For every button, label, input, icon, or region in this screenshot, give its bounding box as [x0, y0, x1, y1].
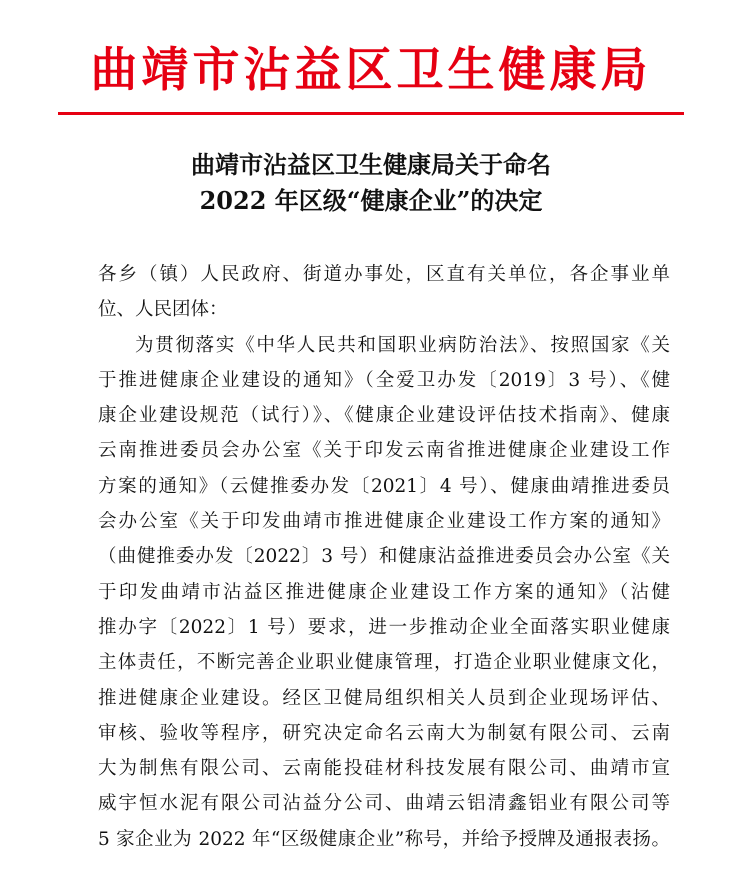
- body-line: 威宇恒水泥有限公司沾益分公司、曲靖云铝清鑫铝业有限公司等: [98, 793, 670, 815]
- body-line: 方案的通知》（云健推委办发〔2021〕4 号）、健康曲靖推进委员: [98, 475, 670, 497]
- body-line: 主体责任，不断完善企业职业健康管理，打造企业职业健康文化，: [98, 652, 670, 674]
- body-line: 于推进健康企业建设的通知》（全爱卫办发〔2019〕3 号）、《健: [98, 369, 670, 391]
- body-line: 5 家企业为 2022 年“区级健康企业”称号，并给予授牌及通报表扬。: [98, 828, 670, 850]
- body-line: 推进健康企业建设。经区卫健局组织相关人员到企业现场评估、: [98, 687, 670, 709]
- document-title-line-2: 2022 年区级“健康企业”的决定: [199, 186, 543, 215]
- body-line: 会办公室《关于印发曲靖市推进健康企业建设工作方案的通知》: [98, 511, 670, 533]
- body-line: （曲健推委办发〔2022〕3 号）和健康沾益推进委员会办公室《关: [98, 546, 670, 568]
- body-line: 云南推进委员会办公室《关于印发云南省推进健康企业建设工作: [98, 440, 670, 462]
- body-line: 大为制焦有限公司、云南能投硅材科技发展有限公司、曲靖市宣: [98, 758, 670, 780]
- masthead-title: 曲靖市沾益区卫生健康局: [90, 43, 652, 98]
- body-line: 各乡（镇）人民政府、街道办事处，区直有关单位，各企事业单: [98, 264, 670, 285]
- body-line: 于印发曲靖市沾益区推进健康企业建设工作方案的通知》（沾健: [98, 581, 670, 603]
- body-line: 位、人民团体：: [98, 299, 228, 321]
- body-line: 康企业建设规范（试行）》、《健康企业建设评估技术指南》、健康: [98, 405, 670, 427]
- body-line: 为贯彻落实《中华人民共和国职业病防治法》、按照国家《关: [135, 334, 670, 356]
- document-title-line-1: 曲靖市沾益区卫生健康局关于命名: [191, 150, 551, 179]
- document-body: [98, 257, 670, 857]
- body-line: 审核、验收等程序，研究决定命名云南大为制氨有限公司、云南: [98, 722, 670, 744]
- red-rule-divider: [58, 112, 684, 115]
- document-title: [58, 147, 684, 219]
- body-line: 推办字〔2022〕1 号）要求，进一步推动企业全面落实职业健康: [98, 616, 670, 638]
